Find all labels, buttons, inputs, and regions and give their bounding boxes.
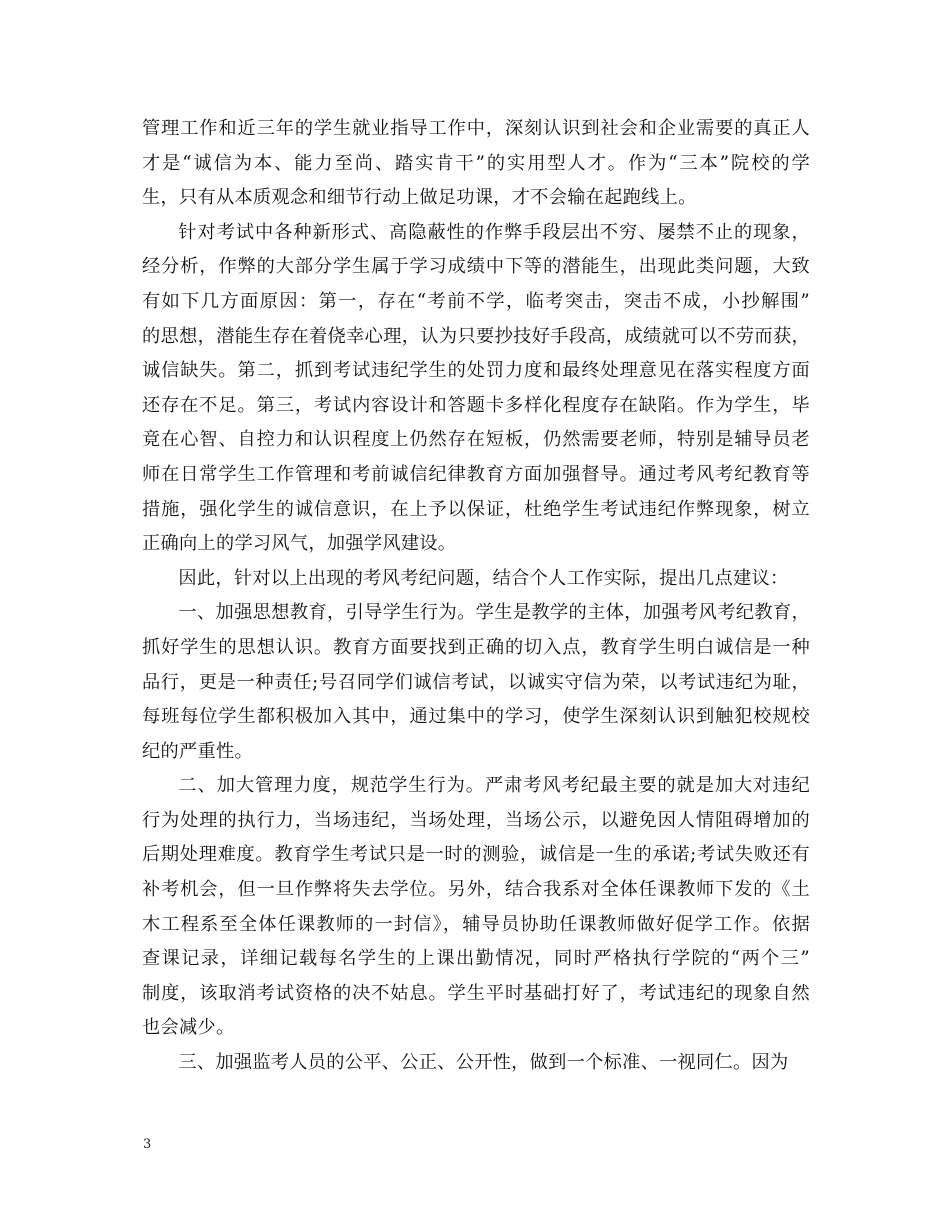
text-line: 正确向上的学习风气，加强学风建设。 [142, 533, 457, 555]
text-line: 一、加强思想教育，引导学生行为。学生是教学的主体，加强考风考纪教育， [178, 602, 810, 624]
text-line: 行为处理的执行力，当场违纪，当场处理，当场公示，以避免因人情阻碍增加的 [142, 809, 810, 831]
page-number: 3 [143, 1137, 152, 1152]
text-line: 竟在心智、自控力和认识程度上仍然存在短板，仍然需要老师，特别是辅导员老 [142, 429, 810, 451]
text-line: 有如下几方面原因：第一，存在“考前不学，临考突击，突击不成，小抄解围” [142, 290, 810, 312]
body-text [142, 112, 810, 1081]
text-line: 才是“诚信为本、能力至尚、踏实肯干”的实用型人才。作为“三本”院校的学 [142, 152, 810, 174]
paragraph [142, 596, 810, 769]
text-line: 管理工作和近三年的学生就业指导工作中，深刻认识到社会和企业需要的真正人 [142, 118, 810, 139]
text-line: 查课记录，详细记载每名学生的上课出勤情况，同时严格执行学院的“两个三” [142, 948, 810, 970]
paragraph [142, 112, 810, 216]
text-line: 后期处理难度。教育学生考试只是一时的测验，诚信是一生的承诺;考试失败还有 [142, 844, 810, 866]
paragraph [142, 1046, 810, 1081]
text-line: 经分析，作弊的大部分学生属于学习成绩中下等的潜能生，出现此类问题，大致 [142, 256, 810, 278]
text-line: 补考机会，但一旦作弊将失去学位。另外，结合我系对全体任课教师下发的《土 [142, 879, 810, 901]
text-line: 生，只有从本质观念和细节行动上做足功课，才不会输在起跑线上。 [142, 187, 697, 209]
text-line: 也会减少。 [142, 1017, 235, 1039]
paragraph [142, 769, 810, 1046]
text-line: 每班每位学生都积极加入其中，通过集中的学习，使学生深刻认识到触犯校规校 [142, 706, 810, 728]
text-line: 三、加强监考人员的公平、公正、公开性，做到一个标准、一视同仁。因为 [178, 1052, 789, 1074]
text-line: 的思想，潜能生存在着侥幸心理，认为只要抄技好手段高，成绩就可以不劳而获， [142, 325, 810, 347]
text-line: 师在日常学生工作管理和考前诚信纪律教育方面加强督导。通过考风考纪教育等 [142, 463, 810, 485]
text-line: 针对考试中各种新形式、高隐蔽性的作弊手段层出不穷、屡禁不止的现象， [178, 221, 810, 243]
text-line: 制度，该取消考试资格的决不姑息。学生平时基础打好了，考试违纪的现象自然 [142, 982, 810, 1004]
text-line: 二、加大管理力度，规范学生行为。严肃考风考纪最主要的就是加大对违纪 [178, 775, 810, 797]
text-line: 因此，针对以上出现的考风考纪问题，结合个人工作实际，提出几点建议： [178, 567, 789, 589]
text-line: 抓好学生的思想认识。教育方面要找到正确的切入点，教育学生明白诚信是一种 [142, 636, 810, 658]
paragraph [142, 216, 810, 562]
text-line: 诚信缺失。第二，抓到考试违纪学生的处罚力度和最终处理意见在落实程度方面 [142, 360, 810, 382]
text-line: 木工程系至全体任课教师的一封信》，辅导员协助任课教师做好促学工作。依据 [142, 913, 810, 935]
text-line: 还存在不足。第三，考试内容设计和答题卡多样化程度存在缺陷。作为学生，毕 [142, 394, 810, 416]
text-line: 纪的严重性。 [142, 740, 253, 762]
paragraph [142, 562, 810, 597]
text-line: 品行，更是一种责任;号召同学们诚信考试，以诚实守信为荣，以考试违纪为耻， [142, 671, 810, 693]
text-line: 措施，强化学生的诚信意识，在上予以保证，杜绝学生考试违纪作弊现象，树立 [142, 498, 810, 520]
